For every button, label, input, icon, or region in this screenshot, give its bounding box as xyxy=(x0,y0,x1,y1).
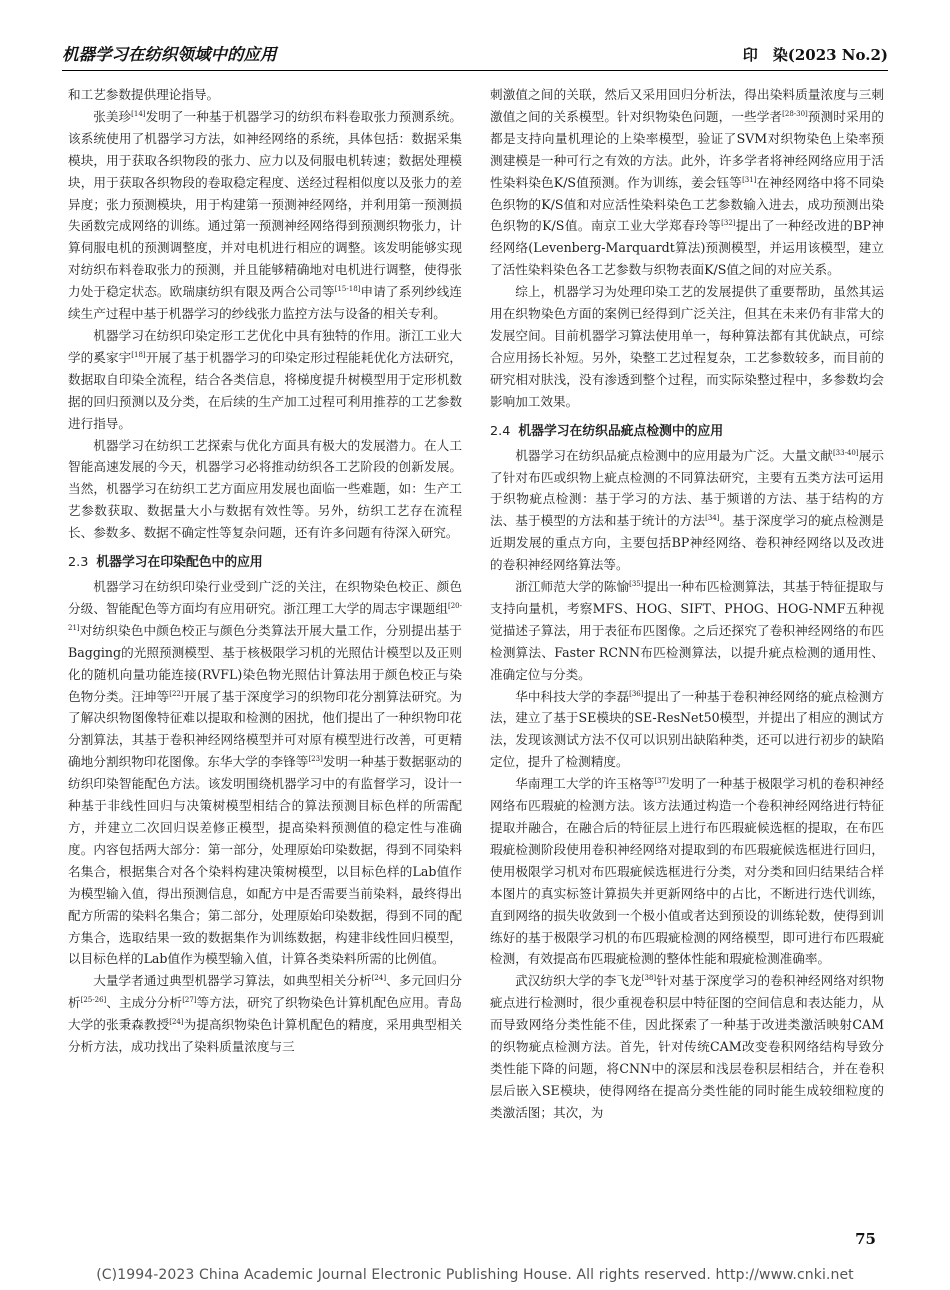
paragraph: 华中科技大学的李磊[36]提出了一种基于卷积神经网络的疵点检测方法，建立了基于SE模块的SE-ResNet50模型，并提出了相应的测试方法，发现该测试方法不仅可以识别出缺陷种类，还可以进行初步的缺陷定位，提升了检测精度。 xyxy=(490,688,885,770)
paragraph: 浙江师范大学的陈愉[35]提出一种布匹检测算法，其基于特征提取与支持向量机，考察MFS、HOG、SIFT、PHOG、HOG-NMF五种视觉描述子算法，用于表征布匹图像。之后还探究了卷积神经网络的布匹检测算法、Faster RCNN布匹检测算法，以提升疵点检测的通用性、准确定位与分类。 xyxy=(490,579,885,682)
paragraph: 机器学习在纺织印染定形工艺优化中具有独特的作用。浙江工业大学的奚家宇[18]开展了基于机器学习的印染定形过程能耗优化方法研究，数据取自印染全流程，结合各类信息，将梯度提升树模型用于定形机数据的回归预测以及分类，在后续的生产加工过程可利用推荐的工艺参数进行指导。 xyxy=(68,327,463,431)
paragraph: 机器学习在纺织工艺探索与优化方面具有极大的发展潜力。在人工智能高速发展的今天，机器学习必将推动纺织各工艺阶段的创新发展。当然，机器学习在纺织工艺方面应用发展也面临一些难题，如：生产工艺参数获取、数据量大小与数据有效性等。另外，纺织工艺存在流程长、参数多、数据不确定性等复杂问题，还有许多问题有待深入研究。 xyxy=(68,437,462,541)
journal-issue: 印 染(2023 No.2) xyxy=(742,46,888,64)
citation-marker: [24] xyxy=(371,974,387,983)
citation-marker: [28-30] xyxy=(782,109,808,118)
section-heading-2-4 xyxy=(490,421,884,443)
paragraph: 机器学习在纺织品疵点检测中的应用最为广泛。大量文献[33-40]展示了针对布匹或织物上疵点检测的不同算法研究，主要有五类方法可运用于织物疵点检测：基于学习的方法、基于频谱的方法、基于结构的方法、基于模型的方法和基于统计的方法[34]。基于深度学习的疵点检测是近期发展的重点方向，主要包括BP神经网络、卷积神经网络以及改进的卷积神经网络算法等。 xyxy=(490,447,885,573)
citation-marker: [25-26] xyxy=(80,996,107,1005)
section-number: 2.3 xyxy=(68,555,89,571)
paragraph: 刺激值之间的关联，然后又采用回归分析法，得出染料质量浓度与三刺激值之间的关系模型。针对织物染色问题，一些学者[28-30]预测时采用的都是支持向量机理论的上染率模型，验证了SVM对织物染色上染率预测建模是一种可行之有效的方法。此外，许多学者将神经网络应用于活性染料染色K/S值预测。作为训练，姜会钰等[31]在神经网络中将不同染色织物的K/S值和对应活性染料染色工艺参数输入进去，成功预测出染色织物的K/S值。南京工业大学郑春玲等[32]提出了一种经改进的BP神经网络(Levenberg-Marquardt算法)预测模型，并运用该模型，建立了活性染料染色各工艺参数与织物表面K/S值之间的对应关系。 xyxy=(490,87,885,278)
citation-marker: [20-21] xyxy=(68,601,462,632)
section-title: 机器学习在印染配色中的应用 xyxy=(96,555,263,571)
section-heading-2-3 xyxy=(68,552,462,574)
copyright-footer: (C)1994-2023 China Academic Journal Electronic Publishing House. All rights reserved. http://www.cnki.net xyxy=(96,1267,854,1283)
citation-marker: [37] xyxy=(654,777,669,786)
paragraph: 综上，机器学习为处理印染工艺的发展提供了重要帮助，虽然其运用在织物染色方面的案例已经得到广泛关注，但其在未来仍有非常大的发展空间。目前机器学习算法使用单一，每种算法都有其优缺点，可综合应用扬长补短。另外，染整工艺过程复杂，工艺参数较多，而目前的研究相对肤浅，没有渗透到整个过程，而实际染整过程中，多参数均会影响加工效果。 xyxy=(490,284,884,409)
citation-marker: [14] xyxy=(131,109,146,118)
page-number: 75 xyxy=(855,1230,876,1248)
citation-marker: [27] xyxy=(182,996,197,1005)
citation-marker: [15-18] xyxy=(334,285,361,294)
citation-marker: [33-40] xyxy=(832,448,859,457)
citation-marker: [24] xyxy=(169,1018,184,1027)
citation-marker: [32] xyxy=(721,219,736,228)
right-column xyxy=(490,84,884,1124)
paragraph: 华南理工大学的许玉格等[37]发明了一种基于极限学习机的卷积神经网络布匹瑕疵的检测方法。该方法通过构造一个卷积神经网络进行特征提取并融合，在融合后的特征层上进行布匹瑕疵候选框的提取，在布匹瑕疵检测阶段使用卷积神经网络对提取到的布匹瑕疵候选框进行回归，使用极限学习机对布匹瑕疵候选框进行分类，对分类和回归结果结合样本图片的真实标签计算损失并更新网络中的占比，不断进行迭代训练，直到网络的损失收敛到一个极小值或者达到预设的训练轮数，使得到训练好的基于极限学习机的布匹瑕疵检测的网络模型，即可进行布匹瑕疵检测，有效提高布匹瑕疵检测的整体性能和瑕疵检测准确率。 xyxy=(490,776,885,967)
citation-marker: [22] xyxy=(169,689,184,698)
running-header xyxy=(62,40,888,71)
citation-marker: [35] xyxy=(629,580,644,589)
header-title: 机器学习在纺织领域中的应用 xyxy=(62,45,277,64)
citation-marker: [36] xyxy=(629,689,644,698)
citation-marker: [18] xyxy=(131,350,146,359)
section-number: 2.4 xyxy=(490,423,511,439)
citation-marker: [31] xyxy=(742,175,757,184)
paragraph: 武汉纺织大学的李飞龙[38]针对基于深度学习的卷积神经网络对织物疵点进行检测时，很少重视卷积层中特征图的空间信息和表达能力，从而导致网络分类性能不佳，因此探索了一种基于改进类激活映射CAM的织物疵点检测方法。首先，针对传统CAM改变卷积网络结构导致分类性能下降的问题，将CNN中的深层和浅层卷积层相结合，并在卷积层后嵌入SE模块，使得网络在提高分类性能的同时能生成较细粒度的类激活图；其次，为 xyxy=(490,973,885,1120)
citation-marker: [34] xyxy=(705,514,720,523)
paragraph: 机器学习在纺织印染行业受到广泛的关注，在织物染色校正、颜色分级、智能配色等方面均有应用研究。浙江理工大学的周志宇课题组[20-21]对纺织染色中颜色校正与颜色分类算法开展大量工作，分别提出基于Bagging的光照预测模型、基于核极限学习机的光照估计模型以及正则化的随机向量功能连接(RVFL)染色物光照估计算法用于颜色校正与染色物分类。汪坤等[22]开展了基于深度学习的织物印花分割算法研究。为了解决织物图像特征难以提取和检测的困扰，他们提出了一种织物印花分割算法，其基于卷积神经网络模型并可对原有模型进行改善，可更精确地分割织物印花图像。东华大学的李锋等[23]发明一种基于数据驱动的纺织印染智能配色方法。该发明围绕机器学习中的有监督学习，设计一种基于非线性回归与决策树模型相结合的算法预测目标色样的所需配方，并建立二次回归误差修正模型，提高染料预测值的稳定性与准确度。内容包括两大部分：第一部分，处理原始印染数据，得到不同染料名集合，根据集合对各个染料构建决策树模型，以目标色样的Lab值作为模型输入值，得出预测信息，如配方中是否需要当前染料，最终得出配方所需的染料名集合；第二部分，处理原始印染数据，得到不同的配方集合，选取结果一致的数据集作为训练数据，构建非线性回归模型，以目标色样的Lab值作为模型输入值，计算各类染料所需的比例值。 xyxy=(68,579,463,967)
left-column xyxy=(68,84,462,1058)
section-title: 机器学习在纺织品疵点检测中的应用 xyxy=(518,423,724,439)
paragraph: 张美珍[14]发明了一种基于机器学习的纺织布料卷取张力预测系统。该系统使用了机器学习方法，如神经网络的系统，具体包括：数据采集模块，用于获取各织物段的张力、应力以及伺服电机转速；数据处理模块，用于获取各织物段的卷取稳定程度、送经过程相似度以及张力的差异度；张力预测模块，用于构建第一预测神经网络，并利用第一预测损失函数完成网络的训练。通过第一预测神经网络得到预测织物张力，计算伺服电机的预测调整度，并对电机进行相应的调整。该发明能够实现对纺织布料卷取张力的预测，并且能够精确地对电机进行调整，使得张力处于稳定状态。欧瑞康纺织有限及两合公司等[15-18]申请了系列纱线连续生产过程中基于机器学习的纱线张力监控方法与设备的相关专利。 xyxy=(68,108,463,322)
citation-marker: [38] xyxy=(641,974,657,983)
paragraph: 大量学者通过典型机器学习算法，如典型相关分析[24]、多元回归分析[25-26]、主成分分析[27]等方法，研究了织物染色计算机配色应用。青岛大学的张秉森教授[24]为提高织物染色计算机配色的精度，采用典型相关分析方法，成功找出了染料质量浓度与三 xyxy=(68,973,463,1055)
paragraph: 和工艺参数提供理论指导。 xyxy=(68,87,220,102)
citation-marker: [23] xyxy=(308,755,323,764)
